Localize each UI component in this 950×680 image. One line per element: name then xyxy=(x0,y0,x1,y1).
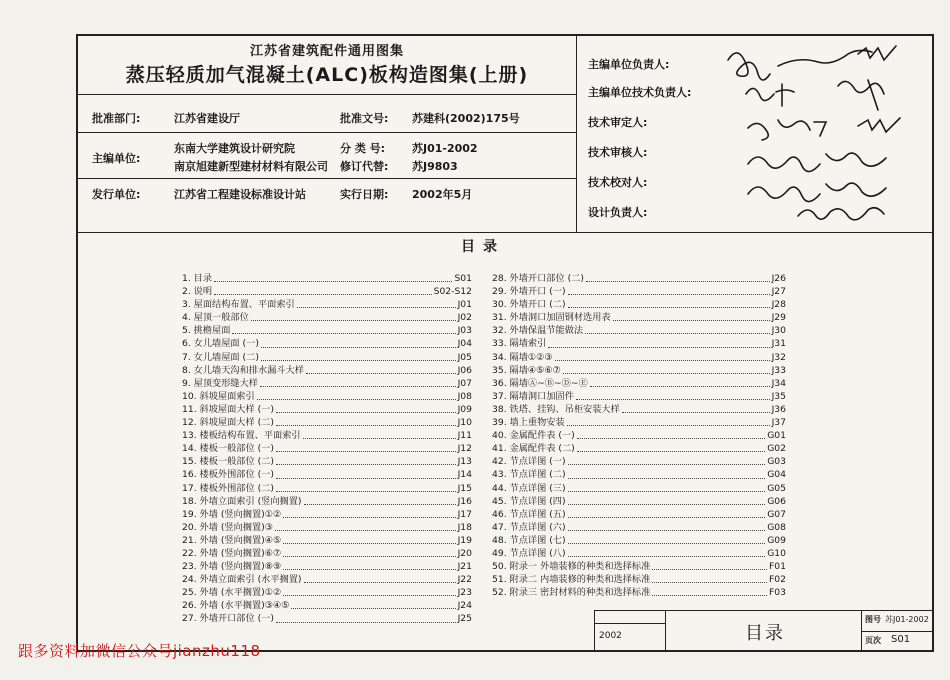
leader-dots xyxy=(304,573,456,583)
toc-item xyxy=(182,390,472,403)
toc-item xyxy=(492,468,786,481)
toc-column-right xyxy=(492,272,786,599)
leader-dots xyxy=(568,534,766,544)
toc-item-code: G09 xyxy=(767,534,786,546)
toc-item xyxy=(492,298,786,311)
toc-item-label: 23. 外墙 (竖向搁置)⑧⑨ xyxy=(182,561,282,573)
toc-item xyxy=(182,285,472,298)
toc-item-code: J18 xyxy=(457,521,472,533)
title-block xyxy=(594,610,933,651)
toc-item xyxy=(492,573,786,586)
toc-item-code: G07 xyxy=(767,508,786,520)
leader-dots xyxy=(276,482,456,492)
toc-item xyxy=(182,364,472,377)
leader-dots xyxy=(622,403,770,413)
toc-item-label: 1. 目录 xyxy=(182,273,213,284)
divider xyxy=(665,611,666,651)
toc-item xyxy=(492,377,786,390)
watermark-text: 跟多资料加微信公众号jianzhu118 xyxy=(18,642,261,660)
toc-item-label: 28. 外墙开口部位 (二) xyxy=(492,273,584,284)
leader-dots xyxy=(283,560,455,570)
leader-dots xyxy=(652,573,767,583)
toc-item xyxy=(492,508,786,521)
chief-unit-1: 东南大学建筑设计研究院 xyxy=(174,142,295,155)
leader-dots xyxy=(214,272,452,282)
toc-item-label: 52. 附录三 密封材料的种类和选择标准 xyxy=(492,587,651,599)
toc-item-label: 16. 楼板外围部位 (一) xyxy=(182,469,274,481)
table-of-contents xyxy=(172,256,798,625)
leader-dots xyxy=(276,612,456,622)
toc-item-label: 46. 节点详图 (五) xyxy=(492,508,566,520)
category-label: 分 类 号: xyxy=(340,142,386,155)
leader-dots xyxy=(276,468,456,478)
approve-doc-label: 批准文号: xyxy=(340,112,389,125)
leader-dots xyxy=(577,429,765,439)
year: 2002 xyxy=(599,631,622,641)
toc-item-label: 24. 外墙立面索引 (水平搁置) xyxy=(182,574,302,586)
toc-item-label: 39. 墙上重物安装 xyxy=(492,417,565,429)
toc-item-code: J14 xyxy=(457,469,472,481)
leader-dots xyxy=(652,560,767,570)
leader-dots xyxy=(303,429,456,439)
toc-item-code: J29 xyxy=(771,312,786,324)
toc-item-code: G02 xyxy=(767,443,786,455)
leader-dots xyxy=(652,586,767,596)
atlas-no: 苏J01-2002 xyxy=(885,615,929,624)
toc-item-label: 2. 说明 xyxy=(182,286,213,298)
leader-dots xyxy=(576,390,770,400)
toc-item-label: 45. 节点详图 (四) xyxy=(492,495,566,507)
toc-item-label: 47. 节点详图 (六) xyxy=(492,521,566,533)
toc-item-label: 51. 附录二 内墙装修的种类和选择标准 xyxy=(492,574,651,586)
toc-item-label: 48. 节点详图 (七) xyxy=(492,534,566,546)
toc-item-code: J07 xyxy=(457,377,472,389)
toc-item-code: S02-S12 xyxy=(433,286,472,298)
toc-item xyxy=(492,285,786,298)
toc-item-label: 35. 隔墙④⑤⑥⑦ xyxy=(492,364,561,376)
toc-item-label: 38. 铁塔、挂钩、吊柜安装大样 xyxy=(492,403,620,415)
leader-dots xyxy=(260,377,456,387)
toc-item-label: 40. 金属配件表 (一) xyxy=(492,430,575,442)
toc-item xyxy=(492,390,786,403)
toc-item-label: 42. 节点详图 (一) xyxy=(492,456,566,468)
atlas-title: 蒸压轻质加气混凝土(ALC)板构造图集(上册) xyxy=(78,60,576,95)
toc-item-code: J28 xyxy=(771,299,786,311)
toc-item xyxy=(182,495,472,508)
chief-unit-2: 南京旭建新型建材材料有限公司 xyxy=(174,160,328,173)
toc-item xyxy=(182,377,472,390)
toc-item xyxy=(182,468,472,481)
leader-dots xyxy=(577,442,765,452)
leader-dots xyxy=(563,364,770,374)
toc-item-code: J37 xyxy=(771,417,786,429)
leader-dots xyxy=(214,285,432,295)
toc-item-label: 50. 附录一 外墙装修的种类和选择标准 xyxy=(492,561,651,573)
toc-item-code: J08 xyxy=(457,390,472,402)
leader-dots xyxy=(568,508,766,518)
toc-item-code: J13 xyxy=(457,456,472,468)
toc-item-code: J19 xyxy=(457,534,472,546)
toc-item-label: 11. 斜坡屋面大样 (一) xyxy=(182,403,274,415)
drawing-frame xyxy=(76,34,934,652)
toc-item xyxy=(492,534,786,547)
toc-item-code: J04 xyxy=(457,338,472,350)
toc-item xyxy=(182,455,472,468)
toc-item-code: J10 xyxy=(457,417,472,429)
toc-item xyxy=(492,429,786,442)
chief-unit-label: 主编单位: xyxy=(92,152,141,165)
leader-dots xyxy=(232,324,455,334)
toc-item-label: 36. 隔墙Ⓐ~Ⓑ~Ⓓ~Ⓔ xyxy=(492,377,588,389)
toc-item-label: 6. 女儿墙屋面 (一) xyxy=(182,338,259,350)
leader-dots xyxy=(590,377,770,387)
toc-item-code: J35 xyxy=(771,390,786,402)
atlas-no-label: 图号 xyxy=(865,615,881,624)
toc-item-code: J01 xyxy=(457,299,472,311)
toc-item-label: 17. 楼板外围部位 (二) xyxy=(182,482,274,494)
leader-dots xyxy=(568,298,770,308)
effective-label: 实行日期: xyxy=(340,188,389,201)
toc-item-label: 14. 楼板一般部位 (一) xyxy=(182,443,274,455)
toc-item-label: 15. 楼板一般部位 (二) xyxy=(182,456,274,468)
toc-item xyxy=(182,521,472,534)
toc-item-label: 20. 外墙 (竖向搁置)③ xyxy=(182,521,273,533)
handwritten-signatures-image xyxy=(718,40,928,226)
toc-item-code: J22 xyxy=(457,574,472,586)
toc-item-code: J15 xyxy=(457,482,472,494)
revised-label: 修订代替: xyxy=(340,160,389,173)
toc-item xyxy=(492,324,786,337)
page-no: S01 xyxy=(891,634,911,645)
toc-item-code: G05 xyxy=(767,482,786,494)
toc-item xyxy=(492,442,786,455)
leader-dots xyxy=(568,468,766,478)
toc-item-label: 5. 挑檐屋面 xyxy=(182,325,231,337)
toc-item xyxy=(182,311,472,324)
toc-item-label: 31. 外墙洞口加固钢材选用表 xyxy=(492,312,611,324)
toc-item-code: J02 xyxy=(457,312,472,324)
toc-item-label: 9. 屋顶变形缝大样 xyxy=(182,377,258,389)
toc-item-label: 41. 金属配件表 (二) xyxy=(492,443,575,455)
toc-item-label: 22. 外墙 (竖向搁置)⑥⑦ xyxy=(182,547,282,559)
toc-item-code: G04 xyxy=(767,469,786,481)
toc-item-code: G01 xyxy=(767,430,786,442)
toc-item xyxy=(492,351,786,364)
toc-item xyxy=(492,337,786,350)
leader-dots xyxy=(304,495,456,505)
toc-column-left xyxy=(182,272,472,626)
publisher-label: 发行单位: xyxy=(92,188,141,201)
toc-item-code: S01 xyxy=(454,273,472,284)
toc-item-label: 4. 屋顶一般部位 xyxy=(182,312,249,324)
revised-no: 苏J9803 xyxy=(412,160,458,173)
signature-row: 设计负责人: xyxy=(588,206,648,219)
toc-item xyxy=(492,586,786,599)
toc-item xyxy=(182,508,472,521)
divider xyxy=(595,623,665,624)
divider xyxy=(861,631,933,632)
leader-dots xyxy=(585,324,770,334)
toc-item-code: J26 xyxy=(771,273,786,284)
toc-item-code: F03 xyxy=(769,587,786,599)
toc-item-label: 21. 外墙 (竖向搁置)④⑤ xyxy=(182,534,282,546)
toc-item-code: J25 xyxy=(457,613,472,625)
signature-row: 技术校对人: xyxy=(588,176,648,189)
toc-item-label: 43. 节点详图 (二) xyxy=(492,469,566,481)
toc-item-code: J31 xyxy=(771,338,786,350)
series-name: 江苏省建筑配件通用图集 xyxy=(249,44,404,59)
approve-dept: 江苏省建设厅 xyxy=(174,112,240,125)
toc-item xyxy=(492,521,786,534)
header-block xyxy=(78,36,932,233)
leader-dots xyxy=(283,534,455,544)
toc-item-label: 49. 节点详图 (八) xyxy=(492,547,566,559)
signature-row: 技术审核人: xyxy=(588,146,648,159)
toc-item-label: 12. 斜坡屋面大样 (二) xyxy=(182,417,274,429)
toc-item xyxy=(492,272,786,285)
toc-item-label: 27. 外墙开口部位 (一) xyxy=(182,613,274,625)
leader-dots xyxy=(568,547,766,557)
toc-item-code: J12 xyxy=(457,443,472,455)
toc-item xyxy=(182,547,472,560)
signature-row: 主编单位技术负责人: xyxy=(588,86,692,99)
toc-item-code: J23 xyxy=(457,587,472,599)
toc-item-label: 30. 外墙开口 (二) xyxy=(492,299,566,311)
toc-item-code: J20 xyxy=(457,547,472,559)
toc-item-code: G08 xyxy=(767,521,786,533)
leader-dots xyxy=(283,508,455,518)
toc-item xyxy=(492,364,786,377)
toc-item-label: 32. 外墙保温节能做法 xyxy=(492,325,584,337)
toc-item-code: J33 xyxy=(771,364,786,376)
leader-dots xyxy=(283,547,455,557)
leader-dots xyxy=(297,298,456,308)
toc-item xyxy=(182,599,472,612)
toc-item-code: G10 xyxy=(767,547,786,559)
toc-item xyxy=(182,416,472,429)
category-no: 苏J01-2002 xyxy=(412,142,478,155)
toc-item xyxy=(182,612,472,625)
leader-dots xyxy=(283,586,455,596)
toc-item xyxy=(182,560,472,573)
leader-dots xyxy=(568,521,766,531)
toc-item-code: J27 xyxy=(771,286,786,298)
leader-dots xyxy=(251,311,456,321)
toc-item-code: J06 xyxy=(457,364,472,376)
leader-dots xyxy=(568,285,770,295)
toc-item xyxy=(492,416,786,429)
effective-date: 2002年5月 xyxy=(412,188,473,201)
toc-item-label: 13. 楼板结构布置、平面索引 xyxy=(182,430,301,442)
leader-dots xyxy=(276,442,456,452)
toc-item-code: F01 xyxy=(769,561,786,573)
leader-dots xyxy=(568,495,766,505)
toc-item xyxy=(182,337,472,350)
toc-item-label: 34. 隔墙①②③ xyxy=(492,351,553,363)
toc-item-label: 33. 隔墙索引 xyxy=(492,338,547,350)
leader-dots xyxy=(276,416,456,426)
toc-item xyxy=(492,311,786,324)
toc-item xyxy=(182,272,472,285)
signature-row: 主编单位负责人: xyxy=(588,58,670,71)
toc-item-code: J21 xyxy=(457,561,472,573)
leader-dots xyxy=(613,311,770,321)
toc-item xyxy=(182,586,472,599)
leader-dots xyxy=(567,416,770,426)
toc-item-code: J34 xyxy=(771,377,786,389)
publication-info xyxy=(78,36,577,232)
toc-item xyxy=(492,560,786,573)
leader-dots xyxy=(555,351,770,361)
leader-dots xyxy=(291,599,455,609)
toc-item-label: 37. 隔墙洞口加固件 xyxy=(492,390,574,402)
signature-block xyxy=(578,36,932,232)
toc-item-label: 7. 女儿墙屋面 (二) xyxy=(182,351,259,363)
toc-item xyxy=(182,482,472,495)
approve-dept-label: 批准部门: xyxy=(92,112,141,125)
toc-item xyxy=(182,534,472,547)
leader-dots xyxy=(548,337,769,347)
toc-item xyxy=(492,495,786,508)
toc-item xyxy=(182,298,472,311)
toc-item xyxy=(182,429,472,442)
toc-item-label: 25. 外墙 (水平搁置)①② xyxy=(182,587,282,599)
toc-item-code: J24 xyxy=(457,600,472,612)
leader-dots xyxy=(261,337,456,347)
toc-item-code: G06 xyxy=(767,495,786,507)
approve-doc: 苏建科(2002)175号 xyxy=(412,112,520,125)
publisher: 江苏省工程建设标准设计站 xyxy=(174,188,306,201)
leader-dots xyxy=(261,351,456,361)
toc-item-label: 44. 节点详图 (三) xyxy=(492,482,566,494)
toc-item-code: J05 xyxy=(457,351,472,363)
toc-item-label: 19. 外墙 (竖向搁置)①② xyxy=(182,508,282,520)
toc-item-label: 10. 斜坡屋面索引 xyxy=(182,390,255,402)
toc-item-label: 29. 外墙开口 (一) xyxy=(492,286,566,298)
leader-dots xyxy=(306,364,456,374)
toc-item xyxy=(492,547,786,560)
sheet-name: 目录 xyxy=(745,623,785,644)
toc-item-label: 18. 外墙立面索引 (竖向搁置) xyxy=(182,495,302,507)
toc-item xyxy=(182,442,472,455)
leader-dots xyxy=(568,482,766,492)
toc-item xyxy=(492,455,786,468)
toc-item-code: J16 xyxy=(457,495,472,507)
leader-dots xyxy=(586,272,770,282)
toc-title: 目录 xyxy=(461,239,505,255)
divider xyxy=(78,132,576,133)
toc-item-code: J11 xyxy=(457,430,472,442)
toc-item-code: J36 xyxy=(771,403,786,415)
toc-item xyxy=(182,351,472,364)
toc-item-code: J32 xyxy=(771,351,786,363)
leader-dots xyxy=(276,403,456,413)
toc-item xyxy=(182,324,472,337)
leader-dots xyxy=(257,390,456,400)
toc-item-label: 8. 女儿墙天沟和排水漏斗大样 xyxy=(182,364,304,376)
toc-item xyxy=(492,403,786,416)
leader-dots xyxy=(276,455,456,465)
toc-item-code: F02 xyxy=(769,574,786,586)
toc-item-label: 3. 屋面结构布置、平面索引 xyxy=(182,299,295,311)
toc-item xyxy=(182,573,472,586)
divider xyxy=(78,178,576,179)
leader-dots xyxy=(275,521,456,531)
toc-item-code: J03 xyxy=(457,325,472,337)
toc-item-code: J17 xyxy=(457,508,472,520)
toc-item-code: J30 xyxy=(771,325,786,337)
toc-item xyxy=(492,482,786,495)
signature-row: 技术审定人: xyxy=(588,116,648,129)
toc-item-code: J09 xyxy=(457,403,472,415)
toc-item xyxy=(182,403,472,416)
toc-item-label: 26. 外墙 (水平搁置)③④⑤ xyxy=(182,600,290,612)
page-label: 页次 xyxy=(865,636,881,645)
leader-dots xyxy=(568,455,766,465)
toc-item-code: G03 xyxy=(767,456,786,468)
